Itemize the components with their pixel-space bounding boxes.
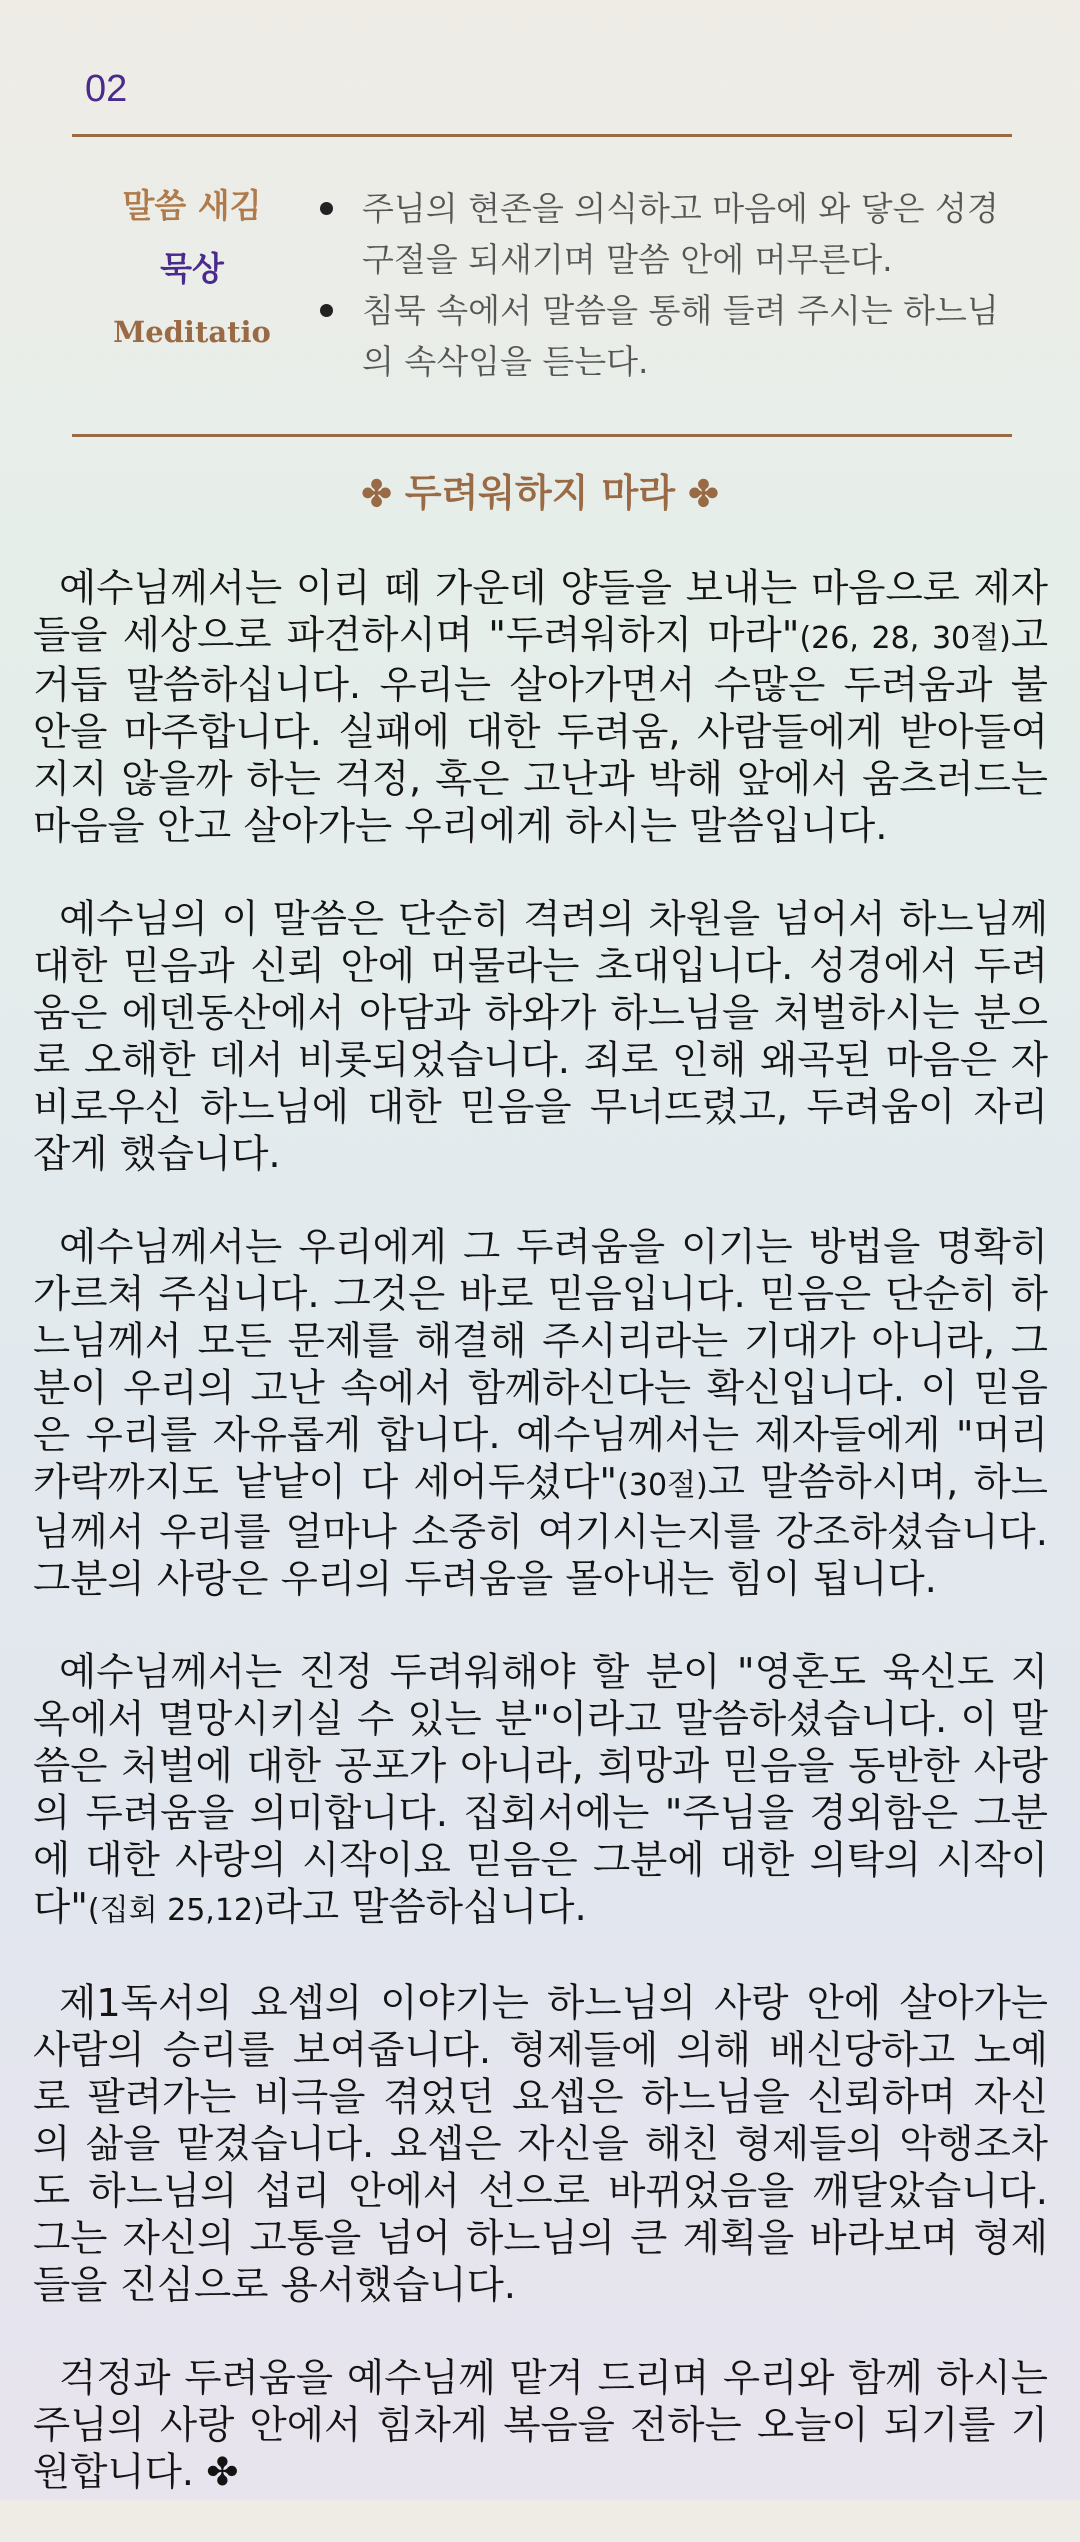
- page-number: 02: [85, 68, 128, 110]
- paragraph-text: 라고 말씀하십니다.: [264, 1885, 587, 1930]
- meditation-point: 주님의 현존을 의식하고 마음에 와 닿은 성경구절을 되새기며 말씀 안에 머무른다.: [320, 183, 1020, 285]
- verse-reference: (26, 28, 30절): [799, 621, 1011, 656]
- step-label-latin: Meditatio: [113, 315, 271, 349]
- meditation-points: [320, 183, 1020, 387]
- step-label-korean: 말씀 새김: [122, 186, 262, 225]
- paragraph-text: 예수님께서는 이리 떼 가운데 양들을 보내는 마음으로 제자들을 세상으로 파견하시며 "두려워하지 마라": [33, 566, 1048, 658]
- ornament-icon: ✤: [688, 473, 719, 515]
- paragraph-text: 걱정과 두려움을 예수님께 맡겨 드리며 우리와 함께 하시는 주님의 사랑 안에서 힘차게 복음을 전하는 오늘이 되기를 기원합니다.: [33, 2356, 1048, 2495]
- reflection-title: [0, 462, 1080, 517]
- paragraph-3: [33, 1224, 1048, 1603]
- paragraph-2: 예수님의 이 말씀은 단순히 격려의 차원을 넘어서 하느님께 대한 믿음과 신뢰 안에 머물라는 초대입니다. 성경에서 두려움은 에덴동산에서 아담과 하와가 하느님을 처벌하시는 분으로 오해한 데서 비롯되었습니다. 죄로 인해 왜곡된 마음은 자비로우신 하느님에 대한 믿음을 무너뜨렸고, 두려움이 자리잡게 했습니다.: [33, 897, 1048, 1177]
- paragraph-1: [33, 565, 1048, 850]
- top-divider: [72, 134, 1012, 137]
- step-label-main: 묵상: [160, 249, 224, 288]
- paragraph-text: 예수님께서는 우리에게 그 두려움을 이기는 방법을 명확히 가르쳐 주십니다. 그것은 바로 믿음입니다. 믿음은 단순히 하느님께서 모든 문제를 해결해 주시리라는 기대가 아니라, 그분이 우리의 고난 속에서 함께하신다는 확신입니다. 이 믿음은 우리를 자유롭게 합니다. 예수님께서는 제자들에게 "머리카락까지도 낱낱이 다 세어두셨다": [33, 1225, 1048, 1505]
- paragraph-text: 예수님께서는 진정 두려워해야 할 분이 "영혼도 육신도 지옥에서 멸망시키실 수 있는 분"이라고 말씀하셨습니다. 이 말씀은 처벌에 대한 공포가 아니라, 희망과 믿음을 동반한 사랑의 두려움을 의미합니다. 집회서에는 "주님을 경외함은 그분에 대한 사랑의 시작이요 믿음은 그분에 대한 의탁의 시작이다": [33, 1650, 1048, 1930]
- bottom-divider: [72, 434, 1012, 437]
- title-text: 두려워하지 마라: [404, 470, 676, 515]
- verse-reference: (30절): [617, 1468, 708, 1503]
- reflection-body: [33, 565, 1048, 2542]
- paragraph-6: [33, 2355, 1048, 2496]
- step-labels: [72, 180, 312, 358]
- ornament-icon: ✤: [361, 473, 392, 515]
- paragraph-4: [33, 1649, 1048, 1934]
- meditation-point: 침묵 속에서 말씀을 통해 들려 주시는 하느님의 속삭임을 듣는다.: [320, 285, 1020, 387]
- paragraph-text: 고 말씀하시며, 하느님께서 우리를 얼마나 소중히 여기시는지를 강조하셨습니다. 그분의 사랑은 우리의 두려움을 몰아내는 힘이 됩니다.: [33, 1460, 1048, 1602]
- verse-reference: (집회 25,12): [87, 1893, 265, 1928]
- paragraph-5: 제1독서의 요셉의 이야기는 하느님의 사랑 안에 살아가는 사람의 승리를 보여줍니다. 형제들에 의해 배신당하고 노예로 팔려가는 비극을 겪었던 요셉은 하느님을 신뢰하며 자신의 삶을 맡겼습니다. 요셉은 자신을 해친 형제들의 악행조차도 하느님의 섭리 안에서 선으로 바뀌었음을 깨달았습니다. 그는 자신의 고통을 넘어 하느님의 큰 계획을 바라보며 형제들을 진심으로 용서했습니다.: [33, 1981, 1048, 2308]
- ornament-icon: ✤: [206, 2450, 239, 2495]
- paragraph-text: 고 거듭 말씀하십니다. 우리는 살아가면서 수많은 두려움과 불안을 마주합니다. 실패에 대한 두려움, 사람들에게 받아들여지지 않을까 하는 걱정, 혹은 고난과 박해 앞에서 움츠러드는 마음을 안고 살아가는 우리에게 하시는 말씀입니다.: [33, 613, 1049, 849]
